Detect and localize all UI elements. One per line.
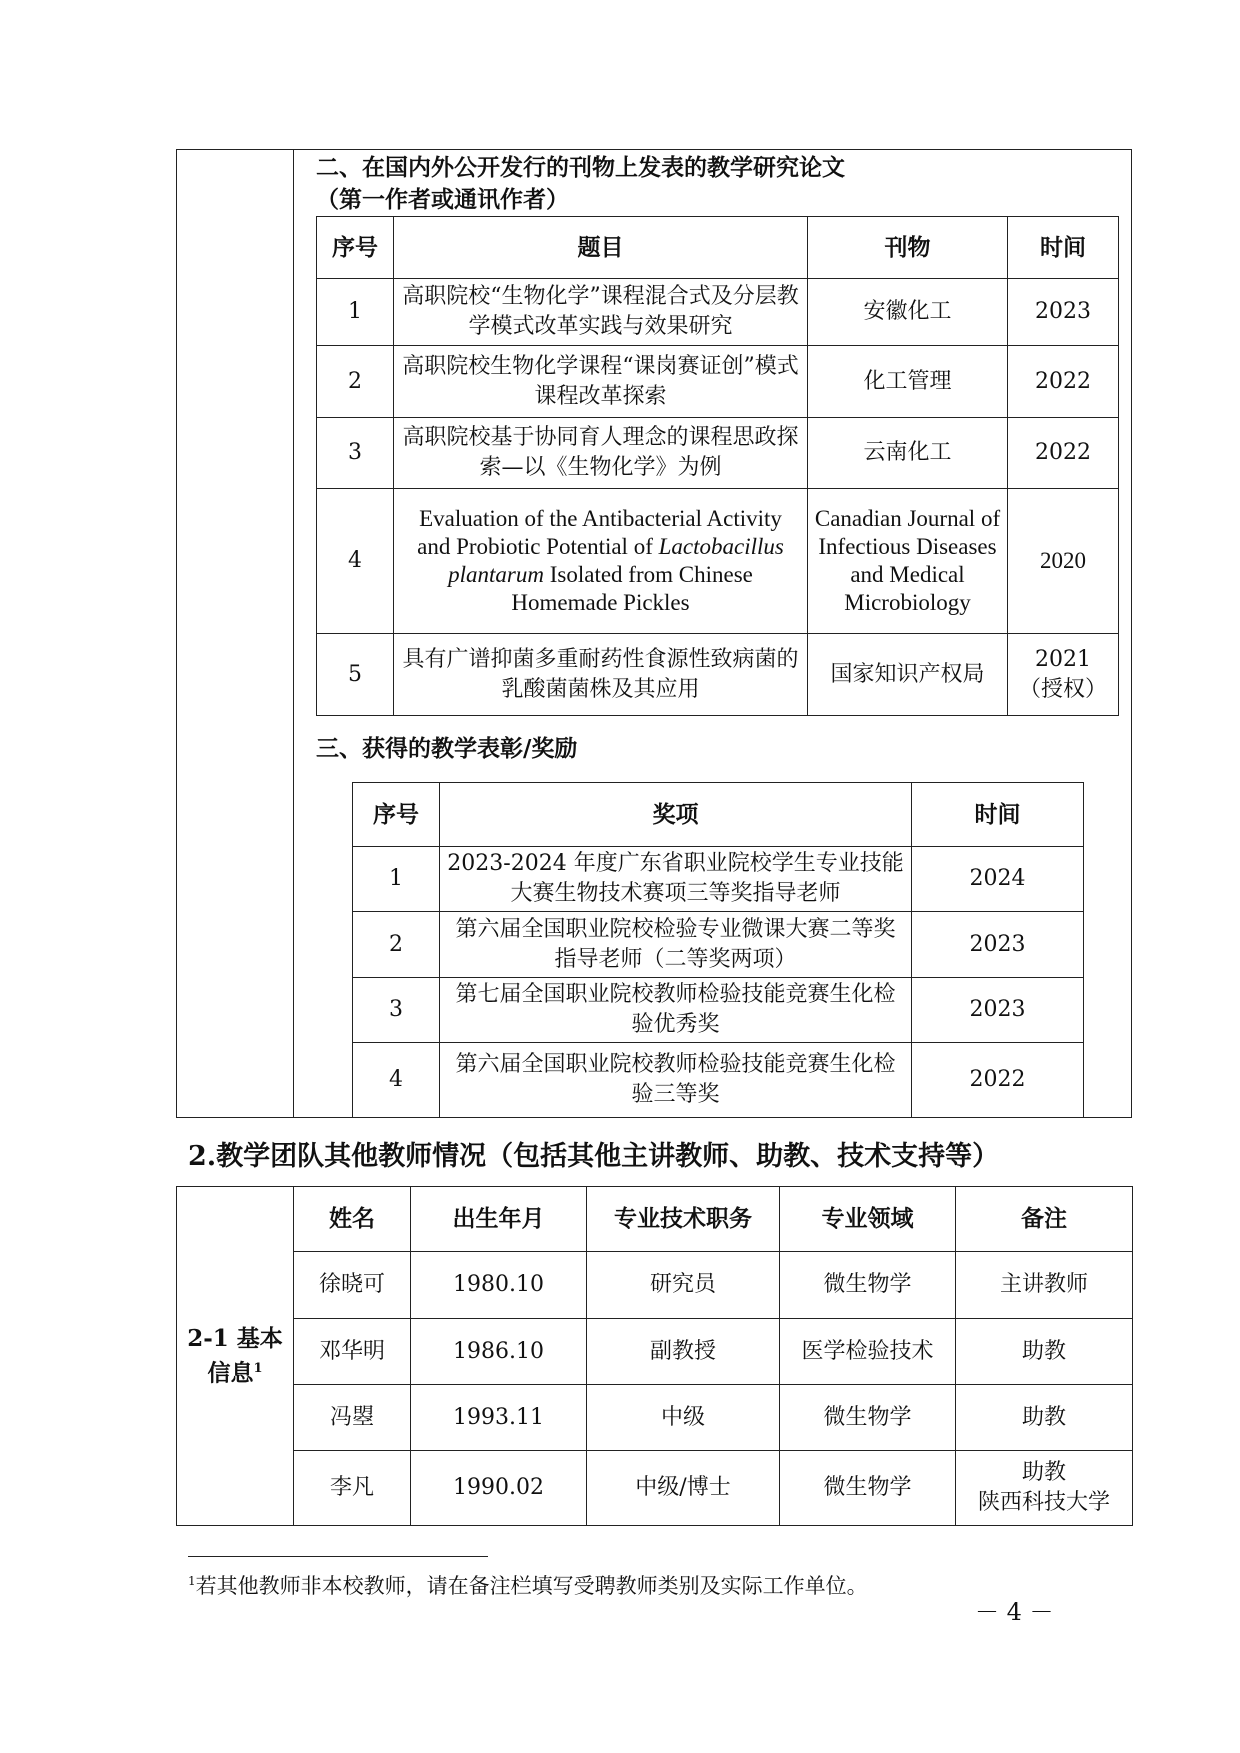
cell-year: 2024 <box>912 847 1084 912</box>
cell-note: 助教 <box>956 1385 1133 1451</box>
cell-year: 2022 <box>912 1043 1084 1118</box>
cell-title: 高职院校“生物化学”课程混合式及分层教学模式改革实践与效果研究 <box>394 279 808 346</box>
column-divider <box>293 150 294 1117</box>
cell-year: 2022 <box>1008 346 1119 418</box>
cell-field: 微生物学 <box>780 1252 956 1319</box>
table-row <box>317 346 1119 418</box>
cell-birth: 1993.11 <box>411 1385 587 1451</box>
table-row <box>353 847 1084 912</box>
footnote-ref: 1 <box>253 1360 263 1376</box>
row-label <box>177 1187 294 1526</box>
note: 助教 <box>1021 1460 1066 1485</box>
title-part: Evaluation of the Antibacterial Activity and Probiotic Potential of <box>417 506 782 559</box>
cell-birth: 1980.10 <box>411 1252 587 1319</box>
cell-field: 微生物学 <box>780 1385 956 1451</box>
title-italic: Lactobacillus plantarum <box>448 534 784 587</box>
cell-name: 李凡 <box>294 1451 411 1526</box>
cell-title: 高职院校生物化学课程“课岗赛证创”模式课程改革探索 <box>394 346 808 418</box>
header-cell: 出生年月 <box>411 1187 587 1252</box>
footnote-divider <box>188 1556 488 1557</box>
table-row <box>317 279 1119 346</box>
table-row <box>353 1043 1084 1118</box>
header-cell: 题目 <box>394 217 808 279</box>
header-cell: 序号 <box>317 217 394 279</box>
cell-birth: 1990.02 <box>411 1451 587 1526</box>
cell-title <box>394 489 808 634</box>
cell-year: 2020 <box>1008 489 1119 634</box>
cell-journal: 化工管理 <box>808 346 1008 418</box>
papers-table <box>316 216 1119 716</box>
cell-field: 微生物学 <box>780 1451 956 1526</box>
cell-journal: 云南化工 <box>808 418 1008 489</box>
cell-no: 2 <box>353 912 440 978</box>
table-row <box>177 1319 1133 1385</box>
header-cell: 备注 <box>956 1187 1133 1252</box>
cell-year: 2023 <box>912 978 1084 1043</box>
header-cell: 时间 <box>912 783 1084 847</box>
cell-year <box>1008 634 1119 716</box>
cell-award: 第六届全国职业院校教师检验技能竞赛生化检验三等奖 <box>440 1043 912 1118</box>
table-row <box>317 418 1119 489</box>
cell-name: 徐晓可 <box>294 1252 411 1319</box>
cell-no: 1 <box>353 847 440 912</box>
table-header <box>317 217 1119 279</box>
cell-note: 主讲教师 <box>956 1252 1133 1319</box>
cell-award: 第七届全国职业院校教师检验技能竞赛生化检验优秀奖 <box>440 978 912 1043</box>
note-affiliation: 陕西科技大学 <box>977 1490 1110 1515</box>
cell-name: 邓华明 <box>294 1319 411 1385</box>
cell-journal: 安徽化工 <box>808 279 1008 346</box>
table-row <box>353 978 1084 1043</box>
table-row <box>177 1451 1133 1526</box>
header-cell: 专业技术职务 <box>587 1187 780 1252</box>
table-row <box>317 634 1119 716</box>
cell-note: 助教 <box>956 1319 1133 1385</box>
cell-year: 2023 <box>912 912 1084 978</box>
cell-year: 2023 <box>1008 279 1119 346</box>
cell-award: 2023-2024 年度广东省职业院校学生专业技能大赛生物技术赛项三等奖指导老师 <box>440 847 912 912</box>
cell-no: 5 <box>317 634 394 716</box>
table-row <box>177 1385 1133 1451</box>
table-row <box>177 1252 1133 1319</box>
title-part: Isolated from Chinese Homemade Pickles <box>511 562 753 615</box>
header-cell: 奖项 <box>440 783 912 847</box>
year: 2021 <box>1035 646 1091 672</box>
cell-no: 4 <box>317 489 394 634</box>
cell-year: 2022 <box>1008 418 1119 489</box>
cell-journal: Canadian Journal of Infectious Diseases and Medical Microbiology <box>808 489 1008 634</box>
title-line2: （第一作者或通讯作者） <box>316 186 569 213</box>
cell-no: 1 <box>317 279 394 346</box>
header-cell: 刊物 <box>808 217 1008 279</box>
header-cell: 时间 <box>1008 217 1119 279</box>
cell-title: 中级/博士 <box>587 1451 780 1526</box>
table-row <box>353 912 1084 978</box>
cell-title: 具有广谱抑菌多重耐药性食源性致病菌的乳酸菌菌株及其应用 <box>394 634 808 716</box>
footnote-text: 若其他教师非本校教师，请在备注栏填写受聘教师类别及实际工作单位。 <box>195 1574 868 1598</box>
cell-no: 3 <box>353 978 440 1043</box>
cell-no: 4 <box>353 1043 440 1118</box>
footnote <box>188 1570 868 1600</box>
title-line1: 二、在国内外公开发行的刊物上发表的教学研究论文 <box>316 154 845 181</box>
team-heading: 2.教学团队其他教师情况（包括其他主讲教师、助教、技术支持等） <box>188 1141 1000 1172</box>
table-row <box>317 489 1119 634</box>
cell-no: 2 <box>317 346 394 418</box>
team-table <box>176 1186 1133 1526</box>
cell-title: 中级 <box>587 1385 780 1451</box>
cell-title: 副教授 <box>587 1319 780 1385</box>
table-header <box>353 783 1084 847</box>
section3-title: 三、获得的教学表彰/奖励 <box>316 735 578 762</box>
cell-award: 第六届全国职业院校检验专业微课大赛二等奖指导老师（二等奖两项） <box>440 912 912 978</box>
year-note: （授权） <box>1018 676 1107 702</box>
cell-field: 医学检验技术 <box>780 1319 956 1385</box>
section2-title <box>316 152 845 216</box>
cell-title: 研究员 <box>587 1252 780 1319</box>
header-cell: 序号 <box>353 783 440 847</box>
row-label-text: 2-1 基本信息 <box>187 1324 283 1387</box>
page-number: － 4 － <box>975 1598 1054 1626</box>
cell-title: 高职院校基于协同育人理念的课程思政探索—以《生物化学》为例 <box>394 418 808 489</box>
cell-no: 3 <box>317 418 394 489</box>
cell-birth: 1986.10 <box>411 1319 587 1385</box>
footnote-mark: 1 <box>188 1574 196 1588</box>
cell-journal: 国家知识产权局 <box>808 634 1008 716</box>
cell-name: 冯曌 <box>294 1385 411 1451</box>
header-cell: 姓名 <box>294 1187 411 1252</box>
header-cell: 专业领域 <box>780 1187 956 1252</box>
awards-table <box>352 782 1084 1118</box>
cell-note <box>956 1451 1133 1526</box>
table-header <box>177 1187 1133 1252</box>
